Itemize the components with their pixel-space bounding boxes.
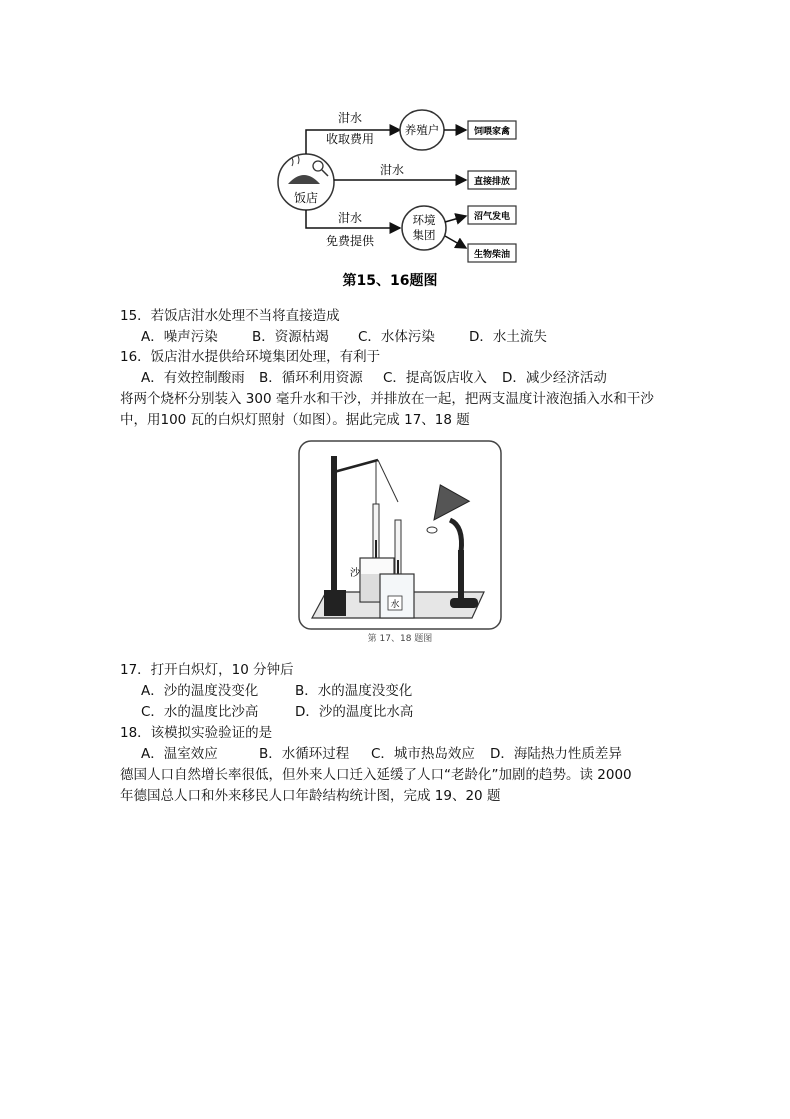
biogas-power-label: 沼气发电 — [473, 212, 511, 222]
feed-livestock-label: 饲喂家禽 — [473, 127, 511, 137]
biodiesel-label: 生物柴油 — [473, 250, 511, 260]
farmer-label: 养殖户 — [404, 123, 440, 137]
intro2-line2: 中，用100 瓦的白炽灯照射（如图）。据此完成 17、18 题 — [120, 412, 470, 428]
q15-option-b[interactable]: B．资源枯竭 — [252, 329, 329, 345]
q17-option-d[interactable]: D．沙的温度比水高 — [295, 704, 414, 720]
q17-stem: 17．打开白炽灯，10 分钟后 — [120, 662, 294, 678]
q16-option-a[interactable]: A．有效控制酸雨 — [141, 370, 245, 386]
q16-stem: 16．饭店泔水提供给环境集团处理，有利于 — [120, 349, 381, 365]
arrow-bot-label-1: 泔水 — [337, 211, 363, 225]
restaurant-label: 饭店 — [293, 191, 319, 205]
direct-discharge-label: 直接排放 — [473, 177, 511, 187]
q18-option-c[interactable]: C．城市热岛效应 — [371, 746, 475, 762]
env-group-label-1: 环境 — [412, 213, 436, 227]
arrow-top-label-2: 收取费用 — [325, 132, 375, 146]
intro3-line1: 德国人口自然增长率很低，但外来人口迁入延缓了人口“老龄化”加剧的趋势。读 2000 — [120, 767, 632, 783]
q17-option-c[interactable]: C．水的温度比沙高 — [141, 704, 259, 720]
q16-option-c[interactable]: C．提高饭店收入 — [383, 370, 487, 386]
q18-stem: 18．该模拟实验验证的是 — [120, 725, 273, 741]
env-group-label-2: 集团 — [412, 228, 436, 242]
experiment-figure — [298, 440, 504, 645]
stand-pole — [331, 456, 337, 596]
q17-option-a[interactable]: A．沙的温度没变化 — [141, 683, 259, 699]
figure2-caption: 第 17、18 题图 — [367, 634, 433, 644]
swill-flow-diagram — [270, 100, 530, 292]
intro2-line1: 将两个烧杯分别装入 300 毫升水和干沙，并排放在一起，把两支温度计液泡插入水和干沙 — [120, 391, 654, 407]
q15-option-d[interactable]: D．水土流失 — [469, 329, 547, 345]
arrow-top-label-1: 泔水 — [337, 111, 363, 125]
arrow-mid-label: 泔水 — [379, 163, 405, 177]
q15-stem: 15．若饭店泔水处理不当将直接造成 — [120, 308, 340, 324]
q17-option-b[interactable]: B．水的温度没变化 — [295, 683, 413, 699]
water-label: 水 — [390, 600, 400, 610]
q18-option-d[interactable]: D．海陆热力性质差异 — [490, 746, 622, 762]
sand-label: 沙 — [350, 568, 360, 579]
q16-option-b[interactable]: B．循环利用资源 — [259, 370, 363, 386]
q18-option-b[interactable]: B．水循环过程 — [259, 746, 350, 762]
q15-option-c[interactable]: C．水体污染 — [358, 329, 435, 345]
q15-option-a[interactable]: A．噪声污染 — [141, 329, 218, 345]
figure1-caption: 第15、16题图 — [342, 273, 438, 289]
q18-option-a[interactable]: A．温室效应 — [141, 746, 218, 762]
q16-option-d[interactable]: D．减少经济活动 — [502, 370, 607, 386]
intro3-line2: 年德国总人口和外来移民人口年龄结构统计图，完成 19、20 题 — [120, 788, 501, 804]
arrow-bot-label-2: 免费提供 — [325, 234, 375, 248]
